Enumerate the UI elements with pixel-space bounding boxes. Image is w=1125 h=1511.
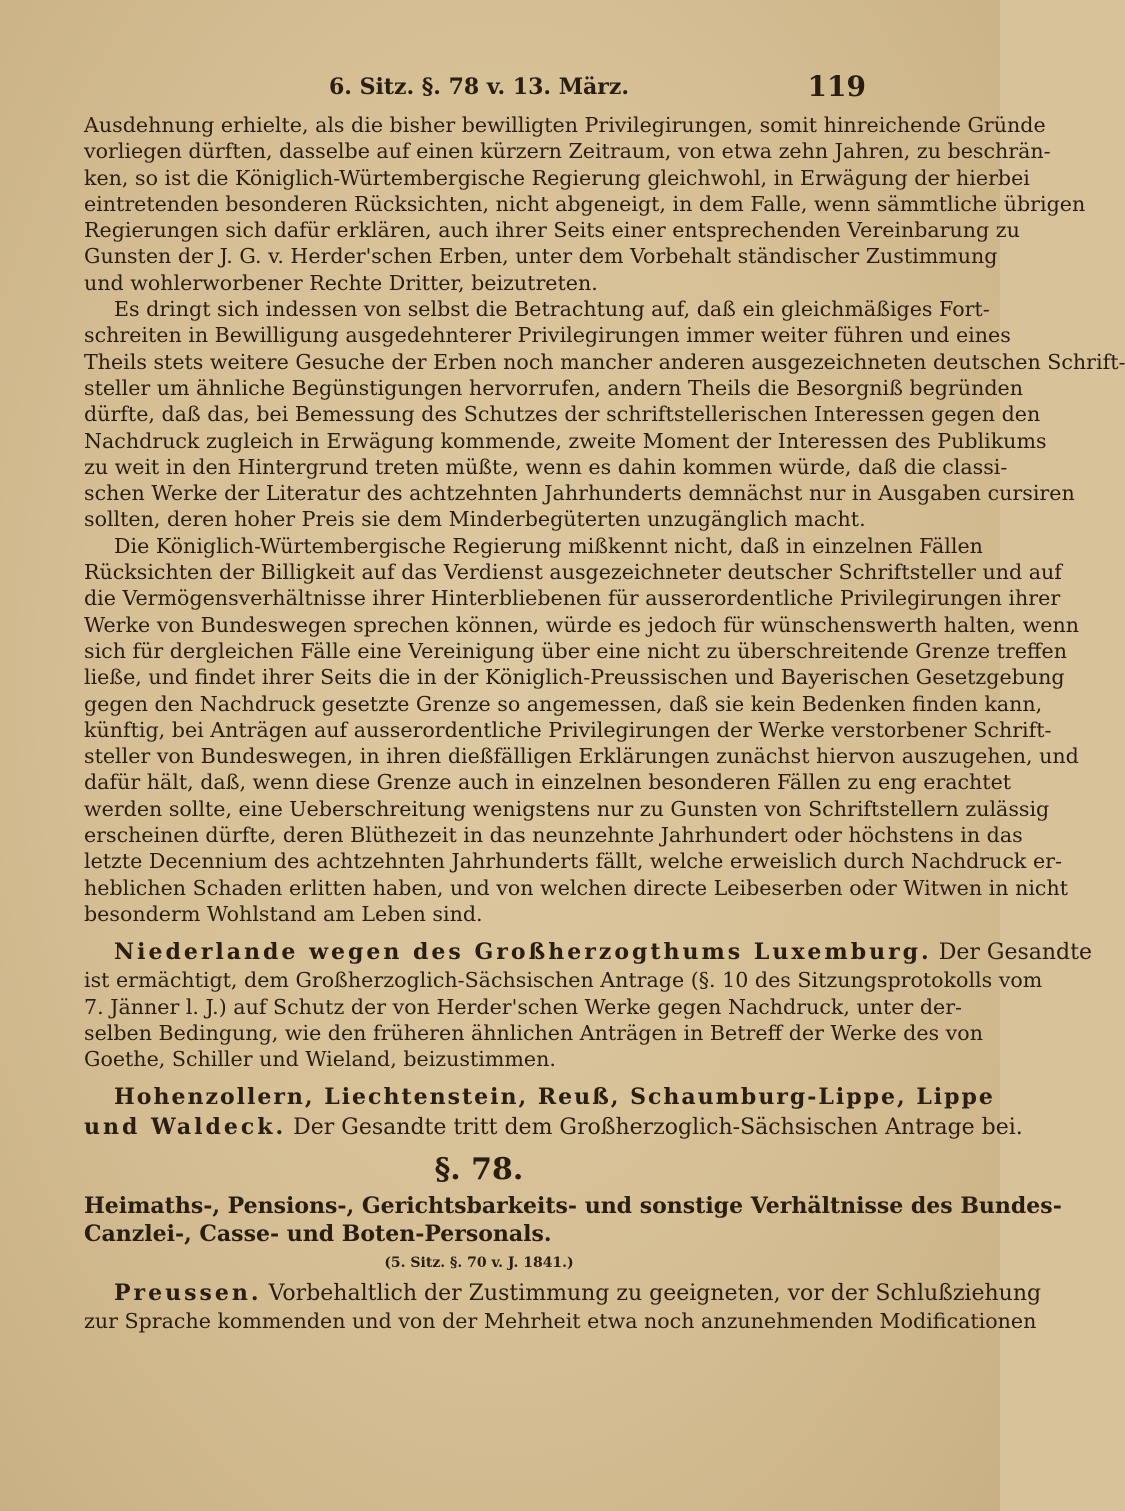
paragraph-1 bbox=[84, 112, 1086, 296]
text-line: Regierungen sich dafür erklären, auch ihrer Seits einer entsprechenden Vereinbarung zu bbox=[84, 218, 1020, 243]
text-line bbox=[84, 1112, 1023, 1142]
text-line: steller von Bundeswegen, in ihren dießfälligen Erklärungen zunächst hiervon auszugehen, und bbox=[84, 744, 1079, 769]
text-line: 7. Jänner l. J.) auf Schutz der von Herder'schen Werke gegen Nachdruck, unter der- bbox=[84, 994, 962, 1019]
text-line: Werke von Bundeswegen sprechen können, würde es jedoch für wünschenswerth halten, wenn bbox=[84, 612, 1079, 637]
state-name-prussia: Preussen. bbox=[114, 1280, 262, 1307]
paragraph-2 bbox=[84, 296, 1125, 533]
text-line: heblichen Schaden erlitten haben, und von welchen directe Leibeserben oder Witwen in nicht bbox=[84, 875, 1068, 900]
section-reference: (5. Sitz. §. 70 v. J. 1841.) bbox=[384, 1255, 574, 1272]
text-line: eintretenden besonderen Rücksichten, nicht abgeneigt, in dem Falle, wenn sämmtliche übrigen bbox=[84, 191, 1086, 216]
text-line: steller um ähnliche Begünstigungen hervorrufen, andern Theils die Besorgniß begründen bbox=[84, 375, 1023, 400]
text-line: ken, so ist die Königlich-Würtembergische Regierung gleichwohl, in Erwägung der hierbei bbox=[84, 165, 1030, 190]
text-line bbox=[84, 1278, 1042, 1308]
paragraph-5 bbox=[84, 1082, 1023, 1142]
text-line: sich für dergleichen Fälle eine Vereinigung über eine nicht zu überschreitende Grenze treffen bbox=[84, 638, 1067, 663]
text-line: Es dringt sich indessen von selbst die Betrachtung auf, daß ein gleichmäßiges Fort- bbox=[114, 297, 990, 322]
text-line: Ausdehnung erhielte, als die bisher bewilligten Privilegirungen, somit hinreichende Gründe bbox=[84, 113, 1046, 137]
text-segment: Der Gesandte bbox=[938, 940, 1092, 966]
text-line: vorliegen dürften, dasselbe auf einen kürzern Zeitraum, von etwa zehn Jahren, zu beschrän- bbox=[84, 139, 1051, 164]
text-line: und wohlerworbener Rechte Dritter, beizutreten. bbox=[84, 270, 598, 295]
state-name-netherlands: Niederlande wegen des Großherzogthums Luxemburg. bbox=[114, 939, 932, 966]
page-body bbox=[84, 112, 1125, 1335]
page-number: 119 bbox=[807, 70, 866, 103]
text-line: Rücksichten der Billigkeit auf das Verdienst ausgezeichneter deutscher Schriftsteller und auf bbox=[84, 560, 1062, 585]
spacer bbox=[84, 1072, 874, 1082]
paragraph-4 bbox=[84, 937, 1092, 1072]
text-line: gegen den Nachdruck gesetzte Grenze so angemessen, daß sie kein Bedenken finden kann, bbox=[84, 691, 1043, 716]
text-line: dürfte, daß das, bei Bemessung des Schutzes der schriftstellerischen Interessen gegen den bbox=[84, 402, 1041, 427]
state-name-waldeck: und Waldeck. bbox=[84, 1114, 287, 1141]
section-title-line: Canzlei-, Casse- und Boten-Personals. bbox=[84, 1221, 552, 1248]
text-line: werden sollte, eine Ueberschreitung wenigstens nur zu Gunsten von Schriftstellern zulässig bbox=[84, 796, 1050, 821]
running-head: 6. Sitz. §. 78 v. 13. März. bbox=[328, 74, 630, 100]
text-line: schen Werke der Literatur des achtzehnten Jahrhunderts demnächst nur in Ausgaben cursiren bbox=[84, 481, 1075, 506]
text-line: Theils stets weitere Gesuche der Erben noch mancher anderen ausgezeichneten deutschen Schrift- bbox=[84, 349, 1125, 374]
text-line: künftig, bei Anträgen auf ausserordentliche Privilegirungen der Werke verstorbener Schrift- bbox=[84, 717, 1052, 742]
page-header bbox=[84, 68, 874, 108]
section-number: §. 78. bbox=[434, 1152, 524, 1188]
text-line: selben Bedingung, wie den früheren ähnlichen Anträgen in Betreff der Werke des von bbox=[84, 1020, 983, 1045]
text-segment: Der Gesandte tritt dem Großherzoglich-Sächsischen Antrage bei. bbox=[293, 1115, 1023, 1141]
text-line bbox=[84, 937, 1092, 967]
text-line: dafür hält, daß, wenn diese Grenze auch in einzelnen besonderen Fällen zu eng erachtet bbox=[84, 770, 1012, 795]
text-segment: Vorbehaltlich der Zustimmung zu geeigneten, vor der Schlußziehung bbox=[268, 1281, 1042, 1307]
text-line: ist ermächtigt, dem Großherzoglich-Sächsischen Antrage (§. 10 des Sitzungsprotokolls vom bbox=[84, 968, 1043, 993]
spacer bbox=[84, 927, 874, 937]
text-line: letzte Decennium des achtzehnten Jahrhunderts fällt, welche erweislich durch Nachdruck er- bbox=[84, 849, 1062, 874]
paragraph-6 bbox=[84, 1278, 1042, 1334]
text-line: ließe, und findet ihrer Seits die in der Königlich-Preussischen und Bayerischen Gesetzgebung bbox=[84, 665, 1065, 690]
text-line: besonderm Wohlstand am Leben sind. bbox=[84, 901, 483, 926]
state-names-line: Hohenzollern, Liechtenstein, Reuß, Schaumburg-Lippe, Lippe bbox=[114, 1084, 995, 1111]
text-line: sollten, deren hoher Preis sie dem Minderbegüterten unzugänglich macht. bbox=[84, 507, 866, 532]
paragraph-3 bbox=[84, 533, 1079, 927]
section-title-line: Heimaths-, Pensions-, Gerichtsbarkeits- und sonstige Verhältnisse des Bundes- bbox=[84, 1193, 1062, 1220]
text-line: Nachdruck zugleich in Erwägung kommende, zweite Moment der Interessen des Publikums bbox=[84, 428, 1047, 453]
text-line: Goethe, Schiller und Wieland, beizustimmen. bbox=[84, 1047, 556, 1072]
text-line: zur Sprache kommenden und von der Mehrheit etwa noch anzunehmenden Modificationen bbox=[84, 1309, 1037, 1334]
text-line: zu weit in den Hintergrund treten müßte, wenn es dahin kommen würde, daß die classi- bbox=[84, 454, 1008, 479]
text-line: erscheinen dürfte, deren Blüthezeit in das neunzehnte Jahrhundert oder höchstens in das bbox=[84, 823, 1023, 848]
text-line: Die Königlich-Würtembergische Regierung mißkennt nicht, daß in einzelnen Fällen bbox=[114, 533, 983, 558]
text-line: Gunsten der J. G. v. Herder'schen Erben, unter dem Vorbehalt ständischer Zustimmung bbox=[84, 244, 998, 269]
text-line: schreiten in Bewilligung ausgedehnterer Privilegirungen immer weiter führen und eines bbox=[84, 323, 1011, 348]
text-line: die Vermögensverhältnisse ihrer Hinterbliebenen für ausserordentliche Privilegirungen ihrer bbox=[84, 586, 1061, 611]
